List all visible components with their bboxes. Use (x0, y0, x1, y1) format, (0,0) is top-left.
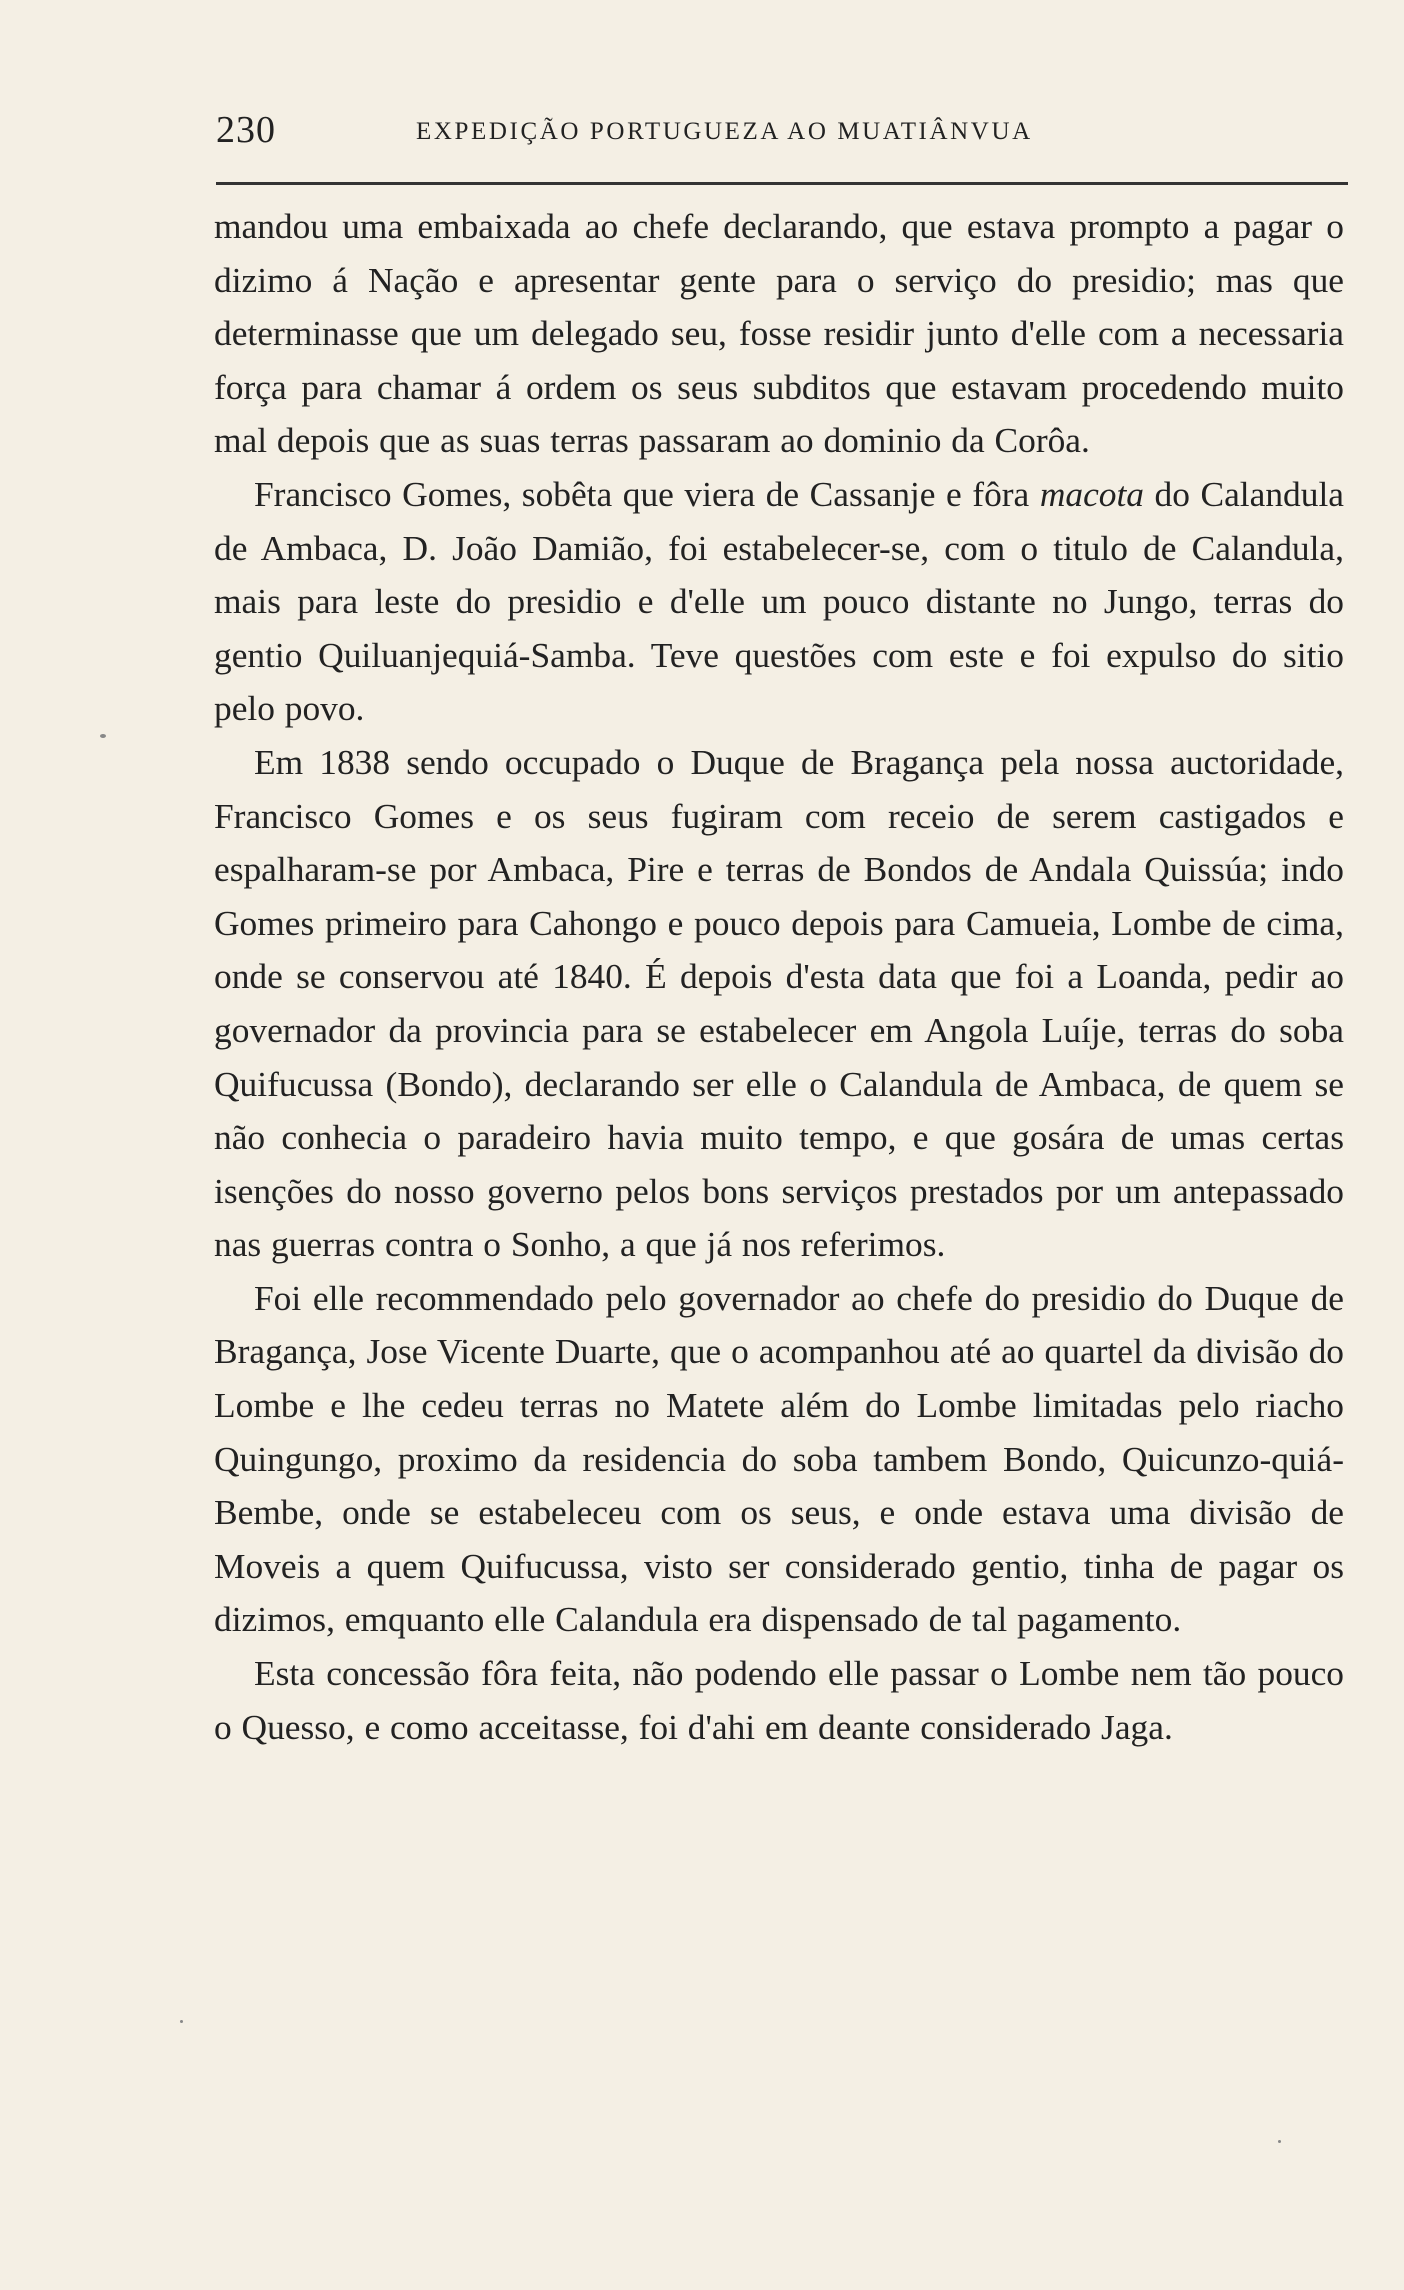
ink-speck (100, 734, 106, 738)
ink-speck (1278, 2140, 1281, 2143)
body-text (214, 200, 1344, 1754)
ink-speck (180, 2020, 183, 2023)
paragraph-2-text-start: Francisco Gomes, sobêta que viera de Cassanje e fôra (254, 473, 1040, 514)
paragraph-4: Foi elle recommendado pelo governador ao chefe do presidio do Duque de Bragança, Jose Vicente Duarte, que o acompanhou até ao quartel da divisão do Lombe e lhe cedeu terras no Matete além do Lombe limitadas pelo riacho Quingungo, proximo da residencia do soba tambem Bondo, Quicunzo-quiá-Bembe, onde se estabeleceu com os seus, e onde estava uma divisão de Moveis a quem Quifucussa, visto ser considerado gentio, tinha de pagar os dizimos, emquanto elle Calandula era dispensado de tal pagamento. (214, 1277, 1344, 1640)
page-number: 230 (216, 109, 276, 151)
italic-term-macota: macota (1039, 473, 1144, 514)
paragraph-2-text-end: do Calandula de Ambaca, D. João Damião, foi estabelecer-se, com o titulo de Calandula, mais para leste do presidio e d'elle um pouco distante no Jungo, terras do gentio Quiluanjequiá-Samba. Teve questões com este e foi expulso do sitio pelo povo. (214, 473, 1344, 729)
paragraph-3: Em 1838 sendo occupado o Duque de Bragança pela nossa auctoridade, Francisco Gomes e os seus fugiram com receio de serem castigados e espalharam-se por Ambaca, Pire e terras de Bondos de Andala Quissúa; indo Gomes primeiro para Cahongo e pouco depois para Camueia, Lombe de cima, onde se conservou até 1840. É depois d'esta data que foi a Loanda, pedir ao governador da provincia para se estabelecer em Angola Luíje, terras do soba Quifucussa (Bondo), declarando ser elle o Calandula de Ambaca, de quem se não conhecia o paradeiro havia muito tempo, e que gosára de umas certas isenções do nosso governo pelos bons serviços prestados por um antepassado nas guerras contra o Sonho, a que já nos referimos. (214, 741, 1344, 1265)
paragraph-1: mandou uma embaixada ao chefe declarando, que estava prompto a pagar o dizimo á Nação e apresentar gente para o serviço do presidio; mas que determinasse que um delegado seu, fosse residir junto d'elle com a necessaria força para chamar á ordem os seus subditos que estavam procedendo muito mal depois que as suas terras passaram ao dominio da Corôa. (214, 206, 1344, 461)
running-title: EXPEDIÇÃO PORTUGUEZA AO MUATIÂNVUA (416, 118, 1033, 145)
page-header (216, 108, 1346, 160)
paragraph-5: Esta concessão fôra feita, não podendo elle passar o Lombe nem tão pouco o Quesso, e como acceitasse, foi d'ahi em deante considerado Jaga. (214, 1653, 1344, 1747)
header-rule (216, 182, 1348, 185)
paragraph-2 (214, 468, 1344, 736)
